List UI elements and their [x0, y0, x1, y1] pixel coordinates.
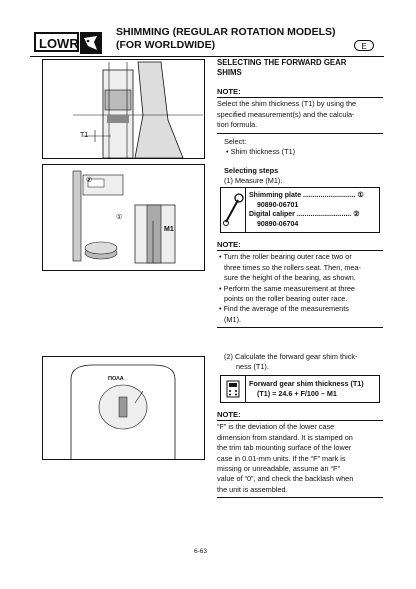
language-badge: E: [354, 40, 374, 51]
tool2-name: Digital caliper ............................ ②: [249, 211, 360, 219]
lower-unit-icon: [80, 32, 102, 54]
note-block-1: NOTE: Select the shim thickness (T1) by using the specified measurement(s) and the calcula- tion formula.: [217, 87, 383, 134]
note-block-2: NOTE: • Turn the roller bearing outer race two or three times so the rollers seat. Then, mea- sure the height of the bearing, as shown. • Perform the same measurement at three points on the roller bearing outer race. • Find the average of the measurements (M1).: [217, 240, 383, 328]
select-block: Select: • Shim thickness (T1): [224, 137, 296, 157]
special-tools-box: [220, 187, 380, 233]
figure-label-t1: T1: [80, 132, 89, 139]
steps-block: Selecting steps (1) Measure (M1).: [224, 166, 283, 185]
note-label: NOTE:: [217, 87, 241, 96]
step2-block: (2) Calculate the forward gear shim thick- ness (T1).: [224, 352, 358, 372]
figure-gear-shim-t1: [42, 59, 205, 159]
formula-title: Forward gear shim thickness (T1): [249, 379, 364, 388]
tool1-number: 90890-06701: [257, 201, 299, 209]
formula-expression: (T1) = 24.6 + F/100 – M1: [257, 389, 337, 398]
figure-label-m1: M1: [164, 226, 174, 233]
tool1-name: Shimming plate ........................... ①: [249, 192, 364, 199]
wrench-icon: [221, 188, 246, 232]
page-number: 6-63: [194, 548, 208, 555]
tool2-number: 90890-06704: [257, 220, 299, 228]
header-divider: [30, 56, 384, 57]
section-code: LOWR: [34, 32, 79, 52]
figure-f-mark: [42, 356, 205, 460]
figure-stamp-text: ΠΟΛΑ: [108, 376, 124, 382]
figure-measure-m1: [42, 164, 205, 271]
note-block-3: NOTE: “F” is the deviation of the lower case dimension from standard. It is stamped on the trim tab mounting surface of the lower case in 0.01-mm units. If the “F” mark is missing or unreadable, assume an “F” value of “0”, and check the backlash when the unit is assembled.: [217, 410, 383, 498]
page-title: SHIMMING (REGULAR ROTATION MODELS) (FOR WORLDWIDE): [116, 26, 336, 51]
figure-label-1: ①: [116, 214, 123, 221]
formula-box: [220, 375, 380, 403]
section-heading: SELECTING THE FORWARD GEAR SHIMS: [217, 58, 347, 77]
figure-label-2: ②: [86, 177, 93, 184]
calculator-icon: [221, 376, 246, 402]
